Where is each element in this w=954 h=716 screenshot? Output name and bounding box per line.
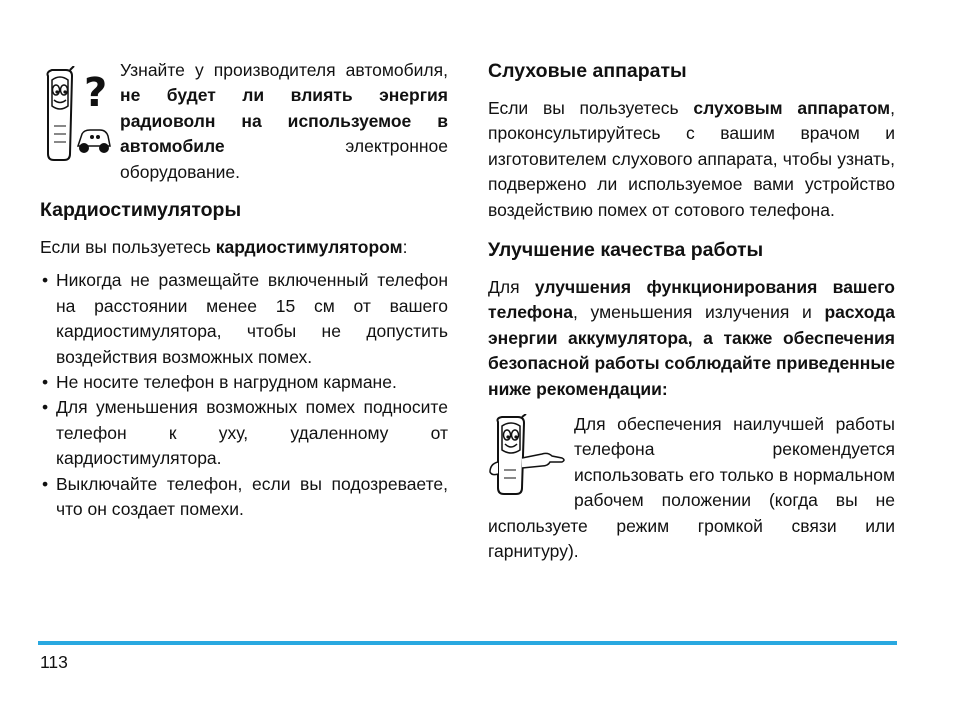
tip-text: Для обеспечения наилучшей работы телефона рекомендуется использовать его только в нормальном рабочем положении (когда вы не используете режим громкой связи или гарнитуру). xyxy=(488,414,895,562)
phone-mascot-pointing-icon xyxy=(488,414,568,496)
car-intro-block xyxy=(40,58,448,185)
performance-heading: Улучшение качества работы xyxy=(488,239,764,262)
hearing-aids-heading: Слуховые аппараты xyxy=(488,60,687,82)
pacemakers-list xyxy=(40,268,448,522)
left-column xyxy=(40,58,448,523)
svg-text:?: ? xyxy=(84,70,108,116)
footer-rule xyxy=(38,641,897,645)
performance-text: Для улучшения функционирования вашего телефона, уменьшения излучения и расхода энергии аккумулятора, а также обеспечения безопасной работы соблюдайте приведенные ниже рекомендации: xyxy=(488,277,895,399)
list-item: • Выключайте телефон, если вы подозреваете, что он создает помехи. xyxy=(42,473,448,520)
page-number: 113 xyxy=(40,652,68,672)
car-intro-text: Узнайте у производителя автомобиля, не будет ли влиять энергия радиоволн на используемое в автомобиле электронное оборудование. xyxy=(120,60,448,182)
list-item: • Для уменьшения возможных помех подносите телефон к уху, удаленному от кардиостимулятора. xyxy=(42,397,448,469)
list-item: • Никогда не размещайте включенный телефон на расстоянии менее 15 см от вашего кардиостимулятора, чтобы не допустить воздействия возможных помех. xyxy=(42,270,448,367)
tip-block xyxy=(488,412,895,564)
list-item: • Не носите телефон в нагрудном кармане. xyxy=(42,372,397,393)
hearing-aids-text: Если вы пользуетесь слуховым аппаратом, проконсультируйтесь с вашим врачом и изготовителем слухового аппарата, чтобы узнать, подвержено ли используемое вами устройство воздействию помех от сотового телефона. xyxy=(488,98,895,220)
phone-mascot-question-car-icon xyxy=(40,66,112,166)
pacemakers-intro: Если вы пользуетесь кардиостимулятором: xyxy=(40,237,408,258)
pacemakers-heading: Кардиостимуляторы xyxy=(40,199,242,222)
right-column xyxy=(488,58,895,565)
